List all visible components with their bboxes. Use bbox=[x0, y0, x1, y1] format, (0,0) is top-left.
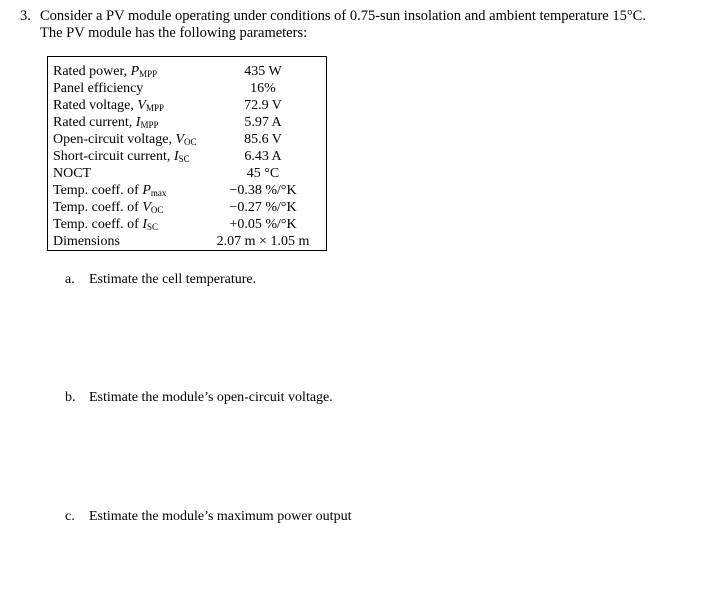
param-subscript: MPP bbox=[139, 69, 158, 79]
param-value: 2.07 m × 1.05 m bbox=[216, 234, 310, 249]
param-name: Rated voltage, bbox=[53, 98, 138, 113]
param-value: 16% bbox=[250, 81, 276, 96]
param-row-open-circuit-voltage bbox=[48, 131, 326, 148]
param-row-temp-coeff-pmax bbox=[48, 182, 326, 199]
param-symbol: V bbox=[142, 200, 151, 215]
param-row-dimensions bbox=[48, 233, 326, 250]
param-symbol: I bbox=[142, 217, 148, 232]
part-letter: c. bbox=[65, 509, 75, 524]
param-name: NOCT bbox=[53, 166, 92, 181]
param-name: Rated power, bbox=[53, 64, 131, 79]
param-row-rated-current bbox=[48, 114, 326, 131]
param-name: Temp. coeff. of bbox=[53, 200, 143, 215]
param-value: 85.6 V bbox=[244, 132, 282, 147]
param-value: −0.27 %/°K bbox=[229, 200, 297, 215]
param-row-temp-coeff-isc bbox=[48, 216, 326, 233]
param-row-temp-coeff-voc bbox=[48, 199, 326, 216]
param-symbol: P bbox=[142, 183, 151, 198]
param-subscript: MPP bbox=[145, 103, 164, 113]
param-name: Short-circuit current, bbox=[53, 149, 174, 164]
param-name: Rated current, bbox=[53, 115, 136, 130]
param-symbol: V bbox=[137, 98, 146, 113]
param-row-rated-voltage bbox=[48, 97, 326, 114]
problem-statement-line2: The PV module has the following parameters: bbox=[40, 25, 308, 41]
param-value: 72.9 V bbox=[244, 98, 282, 113]
part-text: Estimate the module’s open-circuit voltage. bbox=[89, 390, 333, 405]
param-subscript: max bbox=[150, 188, 167, 198]
param-symbol: I bbox=[135, 115, 141, 130]
param-symbol: I bbox=[173, 149, 179, 164]
part-text: Estimate the module’s maximum power output bbox=[89, 509, 352, 524]
param-row-noct bbox=[48, 165, 326, 182]
param-subscript: MPP bbox=[140, 120, 159, 130]
problem-statement-line1: Consider a PV module operating under conditions of 0.75-sun insolation and ambient temperature 15°C. bbox=[40, 8, 646, 24]
param-name: Temp. coeff. of bbox=[53, 217, 143, 232]
problem-number: 3. bbox=[20, 8, 31, 24]
param-subscript: SC bbox=[178, 154, 190, 164]
param-value: 435 W bbox=[244, 64, 282, 79]
param-row-rated-power bbox=[48, 63, 326, 80]
part-letter: b. bbox=[65, 390, 76, 405]
param-symbol: V bbox=[175, 132, 185, 147]
parameter-table bbox=[47, 56, 327, 251]
param-name: Dimensions bbox=[53, 234, 120, 249]
part-letter: a. bbox=[65, 272, 75, 287]
param-name: Open-circuit voltage, bbox=[53, 132, 176, 147]
param-value: 5.97 A bbox=[244, 115, 282, 130]
part-text: Estimate the cell temperature. bbox=[89, 272, 257, 287]
param-value: −0.38 %/°K bbox=[229, 183, 297, 198]
param-row-short-circuit-current bbox=[48, 148, 326, 165]
param-value: 6.43 A bbox=[244, 149, 282, 164]
param-value: 45 °C bbox=[246, 166, 280, 181]
param-subscript: OC bbox=[184, 137, 197, 147]
param-value: +0.05 %/°K bbox=[229, 217, 297, 232]
param-symbol: P bbox=[130, 64, 140, 79]
param-subscript: OC bbox=[150, 205, 164, 215]
param-name: Temp. coeff. of bbox=[53, 183, 143, 198]
param-row-panel-efficiency bbox=[48, 80, 326, 97]
param-name: Panel efficiency bbox=[53, 81, 144, 96]
param-subscript: SC bbox=[147, 222, 159, 232]
